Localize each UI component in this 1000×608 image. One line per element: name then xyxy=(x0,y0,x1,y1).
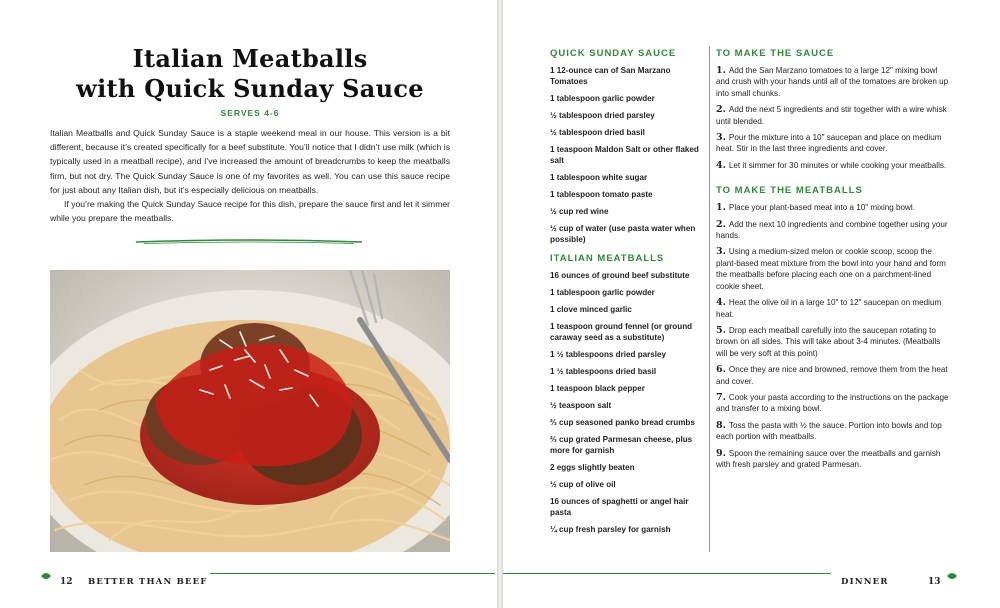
step-text: Place your plant-based meat into a 10" mixing bowl. xyxy=(728,203,915,213)
right-footer xyxy=(503,572,958,592)
direction-step xyxy=(716,246,950,292)
meatball-ingredients-heading: ITALIAN MEATBALLS xyxy=(550,253,665,264)
direction-step xyxy=(716,420,950,443)
step-number: 2. xyxy=(716,104,726,116)
ingredient-item: ½ tablespoon dried basil xyxy=(550,128,645,137)
sauce-directions-heading: TO MAKE THE SAUCE xyxy=(716,48,835,59)
step-text: Heat the olive oil in a large 10" to 12" saucepan on medium heat. xyxy=(716,298,942,319)
spaghetti-meatballs-photo xyxy=(50,270,450,552)
step-number: 7. xyxy=(716,391,726,403)
ingredient-item: ⅔ cup grated Parmesan cheese, plus more for garnish xyxy=(550,435,693,455)
ingredient-item: 2 eggs slightly beaten xyxy=(550,463,635,472)
step-number: 9. xyxy=(716,447,726,459)
direction-step xyxy=(716,65,950,99)
step-number: 3. xyxy=(716,246,726,258)
step-text: Add the next 5 ingredients and stir together with a wire whisk until blended. xyxy=(716,105,947,126)
intro-paragraph-2: If you’re making the Quick Sunday Sauce recipe for this dish, prepare the sauce first and let it simmer while you prepare the meatballs. xyxy=(50,199,450,224)
right-page-number: 13 xyxy=(928,577,941,587)
meatball-ingredients-list xyxy=(550,270,700,535)
direction-step xyxy=(716,132,950,155)
ingredient-item: 1 tablespoon white sugar xyxy=(550,173,648,182)
ingredient-item: 1 ½ tablespoons dried parsley xyxy=(550,350,667,359)
sauce-ingredients-heading: QUICK SUNDAY SAUCE xyxy=(550,48,677,59)
intro-text xyxy=(50,126,450,225)
step-text: Cook your pasta according to the instructions on the package and transfer to a mixing bowl. xyxy=(716,392,949,414)
direction-step xyxy=(716,325,950,359)
ingredient-item: 1 tablespoon garlic powder xyxy=(550,94,655,103)
left-footer-rule xyxy=(210,573,495,574)
intro-paragraph-1: Italian Meatballs and Quick Sunday Sauce is a staple weekend meal in our house. This version is a bit different, because it’s created specifically for a beef substitute. You’ll notice that I didn’t use milk (which is typically used in a meatball recipe), and I’ve increased the amount of breadcrumbs to keep the meatballs firm, but not dry. The Quick Sunday Sauce is one of my favorites as well. You can use this sauce recipe for just about any Italian dish, but it’s especially delicious on meatballs. xyxy=(50,128,450,195)
ingredient-item: 1 12-ounce can of San Marzano Tomatoes xyxy=(550,66,671,86)
step-text: Toss the pasta with ½ the sauce. Portion into bowls and top each portion with meatballs. xyxy=(716,420,942,442)
step-number: 3. xyxy=(716,132,726,144)
ingredient-item: 16 ounces of ground beef substitute xyxy=(550,271,690,280)
step-number: 5. xyxy=(716,324,726,336)
direction-step xyxy=(716,219,950,242)
direction-step xyxy=(716,448,950,471)
ingredient-item: ½ tablespoon dried parsley xyxy=(550,111,655,120)
serves-label: SERVES 4-6 xyxy=(220,108,280,118)
step-text: Pour the mixture into a 10" saucepan and place on medium heat. Stir in the last three ingredients and cover. xyxy=(716,133,942,154)
step-text: Add the San Marzano tomatoes to a large 12" mixing bowl and crush with your hands until all of the tomatoes are broken up into small chunks. xyxy=(716,66,949,98)
title-line-2: with Quick Sunday Sauce xyxy=(76,74,424,103)
section-running-head: DINNER xyxy=(841,577,889,587)
meatball-directions-list xyxy=(716,202,950,470)
step-number: 2. xyxy=(716,218,726,230)
ingredient-item: 16 ounces of spaghetti or angel hair pasta xyxy=(550,497,689,517)
ingredient-item: ½ cup of water (use pasta water when possible) xyxy=(550,224,696,244)
step-number: 4. xyxy=(716,159,726,171)
step-text: Spoon the remaining sauce over the meatballs and garnish with fresh parsley and grated Parmesan. xyxy=(716,448,941,469)
step-text: Using a medium-sized melon or cookie scoop, scoop the plant-based meat mixture from the bowl into your hand and form the meatballs before placing each one on a parchment-lined cookie sheet. xyxy=(716,247,946,291)
title-line-1: Italian Meatballs xyxy=(132,44,368,73)
step-number: 1. xyxy=(716,202,726,214)
sauce-directions-list xyxy=(716,65,950,171)
sauce-ingredients-list xyxy=(550,65,700,245)
right-footer-rule xyxy=(503,573,831,574)
leaf-ornament-icon xyxy=(40,570,52,582)
step-text: Add the next 10 ingredients and combine together using your hands. xyxy=(716,219,948,241)
step-text: Drop each meatball carefully into the saucepan rotating to brown on all sides. This will take about 3-4 minutes. (Meatballs will be very soft at this point) xyxy=(716,325,941,358)
ingredient-item: ½ teaspoon salt xyxy=(550,401,612,410)
left-page-number: 12 xyxy=(60,577,73,587)
step-number: 1. xyxy=(716,65,726,76)
step-number: 8. xyxy=(716,419,726,431)
directions-column xyxy=(716,44,950,476)
step-number: 4. xyxy=(716,297,726,309)
ingredient-item: 1 clove minced garlic xyxy=(550,305,632,314)
ingredient-item: 1 teaspoon ground fennel (or ground caraway seed as a substitute) xyxy=(550,322,693,342)
column-divider xyxy=(709,46,710,552)
direction-step xyxy=(716,160,950,171)
ingredients-column xyxy=(550,44,700,543)
ingredient-item: ½ cup red wine xyxy=(550,207,609,216)
ingredient-item: 1 teaspoon Maldon Salt or other flaked salt xyxy=(550,145,699,165)
direction-step xyxy=(716,297,950,320)
direction-step xyxy=(716,202,950,213)
ingredient-item: 1 tablespoon garlic powder xyxy=(550,288,655,297)
ornamental-divider xyxy=(134,239,364,245)
direction-step xyxy=(716,364,950,387)
meatball-directions-heading: TO MAKE THE MEATBALLS xyxy=(716,185,863,197)
step-number: 6. xyxy=(716,364,726,376)
leaf-ornament-icon xyxy=(946,570,958,582)
ingredient-item: 1 teaspoon black pepper xyxy=(550,384,645,393)
ingredient-item: 1 tablespoon tomato paste xyxy=(550,190,653,199)
direction-step xyxy=(716,104,950,127)
left-page xyxy=(0,0,497,608)
direction-step xyxy=(716,392,950,415)
ingredient-item: ¼ cup fresh parsley for garnish xyxy=(550,525,671,534)
book-running-head: BETTER THAN BEEF xyxy=(88,577,208,587)
ingredient-item: 1 ½ tablespoons dried basil xyxy=(550,367,657,376)
ingredient-item: ⅔ cup seasoned panko bread crumbs xyxy=(550,418,695,427)
left-footer xyxy=(40,572,495,592)
step-text: Once they are nice and browned, remove them from the heat and cover. xyxy=(716,365,948,386)
step-text: Let it simmer for 30 minutes or while cooking your meatballs. xyxy=(728,160,947,170)
ingredient-item: ½ cup of olive oil xyxy=(550,480,616,489)
recipe-title xyxy=(40,44,460,104)
